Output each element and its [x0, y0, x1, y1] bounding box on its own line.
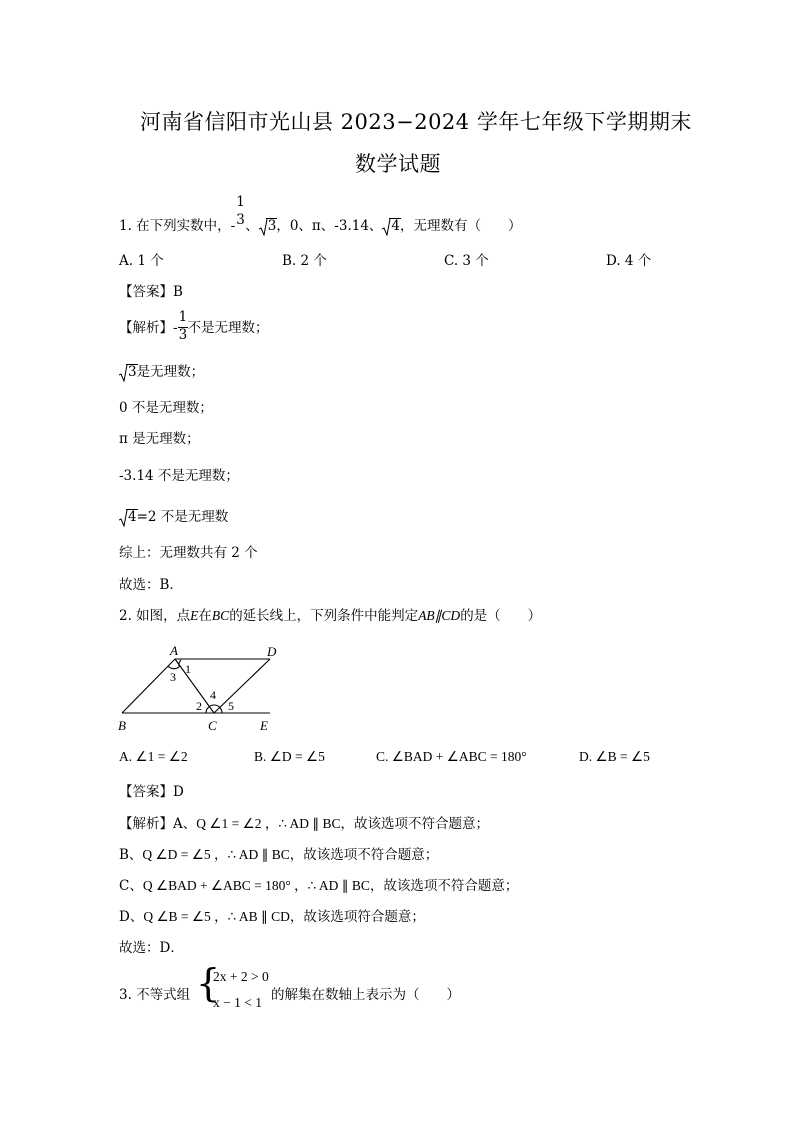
q2-explain-b-pre: B、 — [119, 847, 143, 863]
q2-explain-d-tail: ，故该选项符合题意； — [289, 909, 425, 925]
q1-option-c: C. 3 个 — [444, 253, 489, 269]
segment-ab — [122, 659, 175, 713]
q2-explain-d-pre: D、 — [119, 909, 144, 925]
q2-answer: 【答案】D — [119, 784, 184, 800]
q2-point-e: E — [190, 608, 199, 623]
q2-segment-bc: BC — [211, 608, 230, 623]
fig-angle-3: 3 — [170, 670, 176, 684]
angle-arc-3 — [168, 666, 180, 669]
q3-inequality-2: x − 1 < 1 — [213, 995, 262, 1010]
q3-suffix: 的解集在数轴上表示为（ ） — [271, 987, 460, 1003]
q1-suffix: ，无理数有（ ） — [400, 218, 522, 234]
q1-option-a: A. 1 个 — [119, 253, 164, 269]
fig-angle-1: 1 — [185, 662, 191, 676]
q1-option-b: B. 2 个 — [282, 253, 327, 269]
radical-sign-icon — [119, 365, 128, 382]
fig-angle-4: 4 — [210, 688, 216, 702]
q2-explain-c-tail: ，故该选项不符合题意； — [369, 878, 519, 894]
fig-label-e: E — [260, 718, 268, 733]
q1-sqrt4-radicand: 4 — [391, 218, 401, 234]
q2-explain-d — [119, 905, 425, 925]
q1-explain-4: π 是无理数； — [119, 431, 200, 447]
q1-explain-1 — [119, 308, 269, 343]
q1-frac-num: 1 — [236, 193, 245, 210]
angle-arc-4 — [206, 705, 222, 713]
q1-sqrt3 — [259, 218, 277, 234]
q2-explain-b-tail: ，故该选项不符合题意； — [289, 847, 439, 863]
q3-prefix: 3. 不等式组 — [119, 987, 191, 1003]
q2-stem — [119, 604, 541, 624]
q1-option-d: D. 4 个 — [606, 253, 652, 269]
q2-explain-b-math: Q ∠D = ∠5 ，∴ AD ∥ BC — [142, 847, 290, 862]
q2-option-a: A. ∠1 = ∠2 — [119, 749, 188, 764]
q2-explain-a-pre: 【解析】A、 — [119, 816, 197, 832]
q2-explain-b — [119, 843, 438, 863]
q1-explain-neg: - — [173, 320, 178, 336]
q2-parallel-ab-cd: AB∥CD — [418, 608, 461, 623]
q1-explain-3: 0 不是无理数； — [119, 400, 213, 416]
q2-stem-pre: 2. 如图，点 — [119, 608, 191, 624]
q2-explain-c-pre: C、 — [119, 878, 143, 894]
fig-label-b: B — [118, 718, 126, 733]
fig-angle-5: 5 — [228, 699, 234, 713]
q1-explain-2-tail: 是无理数； — [136, 364, 205, 380]
q1-explain-label: 【解析】 — [119, 320, 173, 336]
q1-summary: 综上：无理数共有 2 个 — [119, 545, 258, 561]
q1-answer: 【答案】B — [119, 284, 183, 300]
q2-stem-mid2: 的延长线上，下列条件中能判定 — [229, 608, 419, 624]
q3-inequality-1: 2x + 2 > 0 — [213, 969, 269, 984]
fig-label-a: A — [170, 643, 178, 658]
q2-stem-end: 的是（ ） — [460, 608, 542, 624]
q1-explain-6 — [119, 505, 228, 525]
segment-ac — [175, 659, 214, 713]
q1-explain-sqrt4-radicand: 4 — [128, 509, 137, 525]
q1-explain-sqrt4 — [119, 509, 137, 525]
radical-sign-icon — [382, 219, 391, 236]
radical-sign-icon — [119, 510, 128, 527]
q1-sep1: 、 — [245, 218, 259, 234]
q1-explain-6-tail: =2 不是无理数 — [136, 509, 229, 525]
q1-mid: ，0、π、-3.14、 — [276, 218, 383, 234]
q1-explain-sqrt3 — [119, 364, 137, 380]
q1-prefix: 1. 在下列实数中， — [119, 218, 231, 234]
q2-explain-c — [119, 874, 518, 894]
q1-explain-2 — [119, 360, 204, 380]
q2-option-b: B. ∠D = ∠5 — [254, 749, 325, 764]
q1-explain-5: -3.14 不是无理数； — [119, 468, 239, 484]
title-line-1: 河南省信阳市光山县 2023−2024 学年七年级下学期期末 — [140, 110, 692, 134]
q1-stem — [119, 193, 522, 234]
radical-sign-icon — [259, 219, 268, 236]
q2-choose: 故选：D． — [119, 940, 184, 956]
q1-sqrt4 — [382, 218, 400, 234]
q1-choose: 故选：B． — [119, 577, 183, 593]
q2-explain-a — [119, 812, 489, 832]
q1-neg: - — [230, 218, 236, 234]
q3-brace: { — [196, 961, 221, 1005]
q1-explain-sqrt3-radicand: 3 — [128, 364, 137, 380]
q1-frac-den: 3 — [236, 211, 245, 228]
q2-explain-a-math: Q ∠1 = ∠2 ，∴ AD ∥ BC — [196, 816, 341, 831]
fig-label-c: C — [208, 718, 217, 733]
q1-fraction — [235, 193, 245, 234]
q1-explain-den: 3 — [178, 326, 188, 343]
q2-figure — [112, 640, 292, 740]
fig-label-d: D — [267, 644, 277, 659]
q2-explain-d-math: Q ∠B = ∠5 ，∴ AB ∥ CD — [143, 909, 290, 924]
q1-explain-1-tail: 不是无理数； — [187, 320, 269, 336]
q2-explain-c-math: Q ∠BAD + ∠ABC = 180° ，∴ AD ∥ BC — [142, 878, 370, 893]
q1-explain-num: 1 — [178, 308, 188, 325]
fig-angle-2: 2 — [196, 699, 202, 713]
q2-explain-a-tail: ，故该选项不符合题意； — [340, 816, 490, 832]
q2-stem-mid1: 在 — [198, 608, 212, 624]
segment-cd — [214, 659, 270, 713]
q2-option-d: D. ∠B = ∠5 — [579, 749, 650, 764]
q1-sqrt3-radicand: 3 — [267, 218, 277, 234]
q2-option-c: C. ∠BAD + ∠ABC = 180° — [376, 749, 527, 764]
q1-explain-fraction — [178, 308, 188, 343]
title-line-2: 数学试题 — [355, 152, 441, 176]
